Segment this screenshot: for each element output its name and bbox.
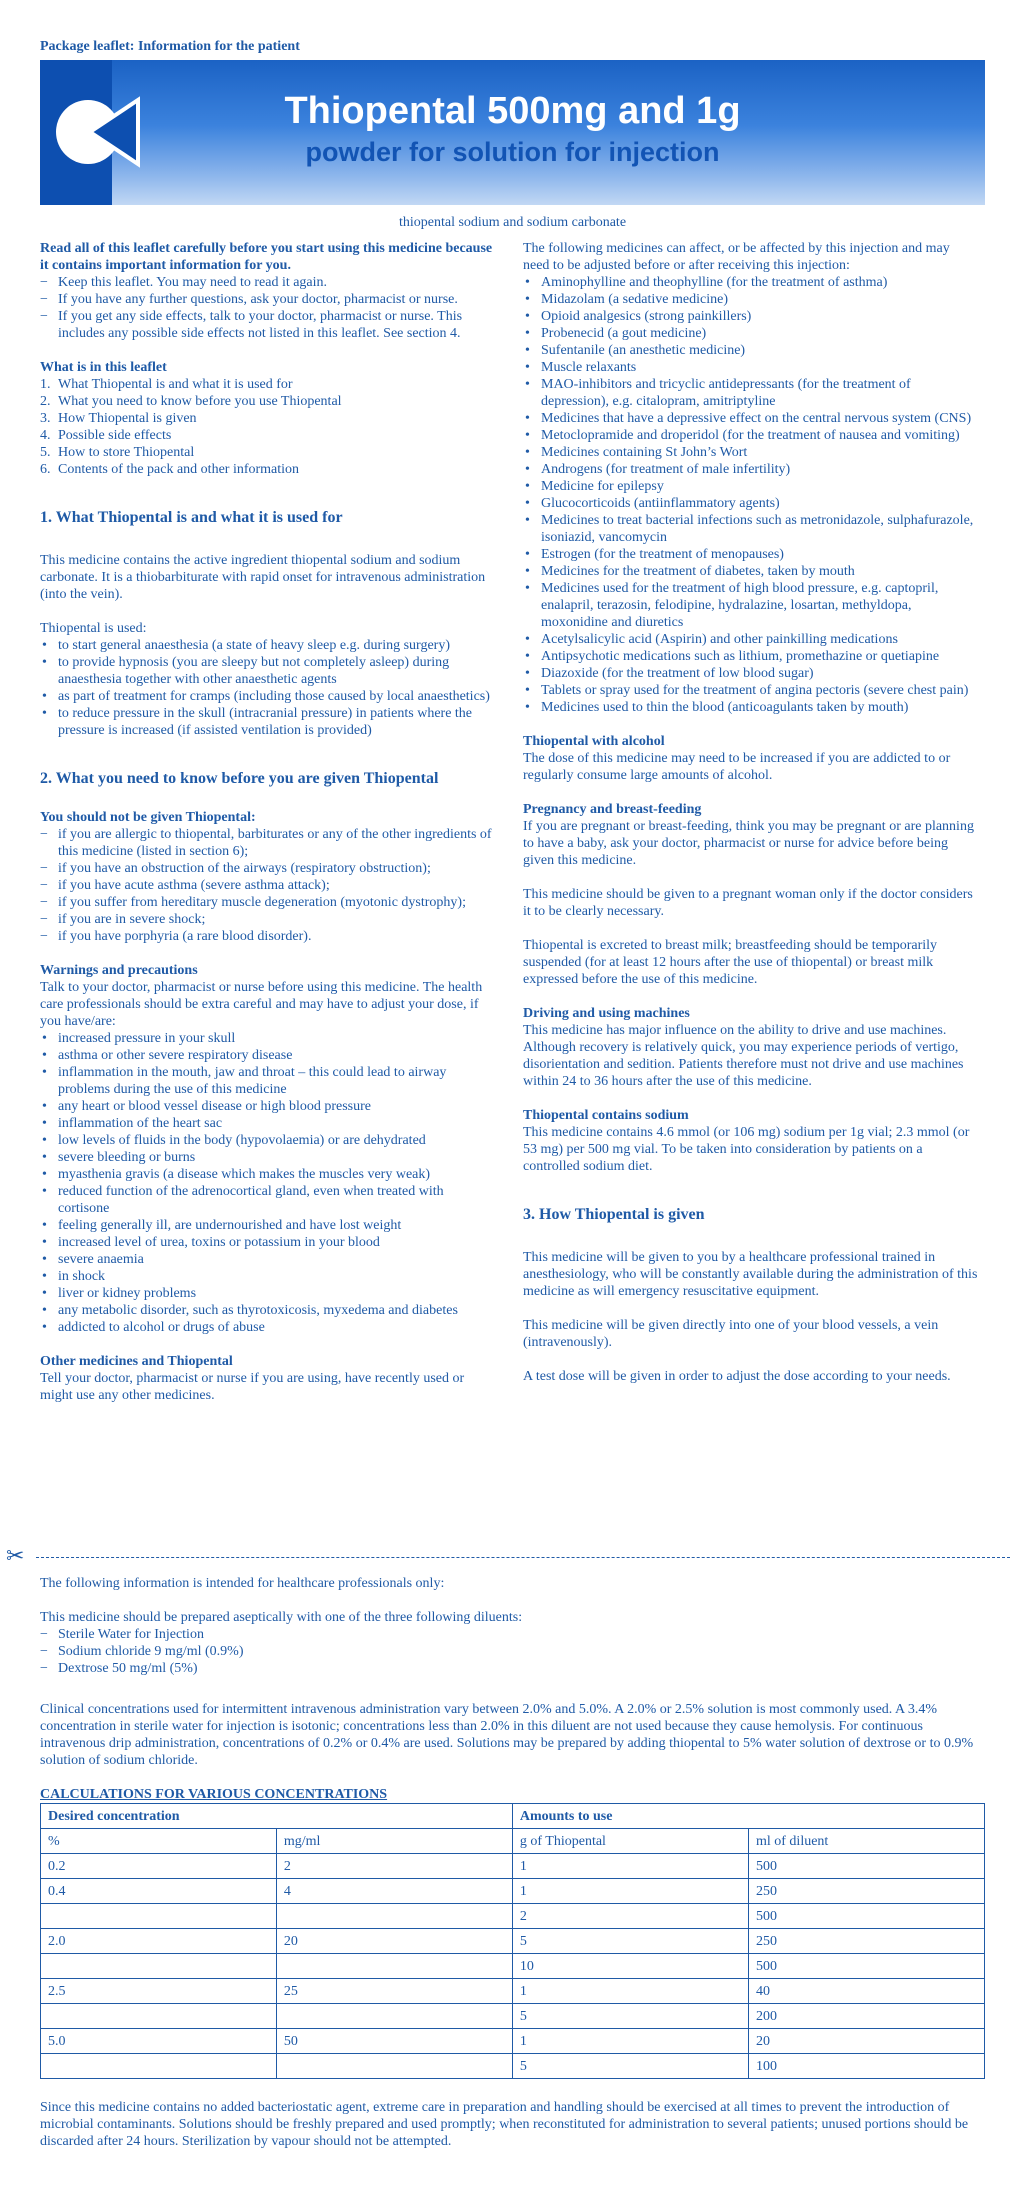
table-header-cell: Amounts to use [512, 1804, 984, 1829]
pregnancy-paragraph: This medicine should be given to a pregnant woman only if the doctor considers it to be clearly necessary. [523, 887, 973, 919]
cut-line [6, 1543, 1010, 1568]
list-item: − if you suffer from hereditary muscle degeneration (myotonic dystrophy); [40, 894, 495, 911]
contents-heading: What is in this leaflet [40, 360, 167, 375]
table-cell: 25 [276, 1979, 512, 2004]
sodium-text: This medicine contains 4.6 mmol (or 106 mg) sodium per 1g vial; 2.3 mmol (or 53 mg) per 500 mg vial. To be taken into consideration by patients on a controlled sodium diet. [523, 1125, 970, 1174]
table-cell: 4 [276, 1879, 512, 1904]
list-item: • Medicines used to thin the blood (anticoagulants taken by mouth) [523, 699, 978, 716]
list-item: • Medicine for epilepsy [523, 478, 978, 495]
table-cell: 5 [512, 1929, 748, 1954]
list-item: • increased pressure in your skull [40, 1030, 495, 1047]
list-item: • Medicines to treat bacterial infections such as metronidazole, sulphafurazole, isoniazid, vancomycin [523, 512, 978, 546]
list-item: 3. How Thiopental is given [40, 411, 197, 426]
driving-text: This medicine has major influence on the ability to drive and use machines. Although recovery is relatively quick, you may experience periods of vertigo, disorientation and sedition. Patients therefore must not drive and use machines within 24 to 36 hours after the use of this medicine. [523, 1023, 964, 1089]
table-cell: 500 [748, 1854, 984, 1879]
table-header-cell: Desired concentration [41, 1804, 513, 1829]
list-item: − If you get any side effects, talk to your doctor, pharmacist or nurse. This includes any possible side effects not listed in this leaflet. See section 4. [40, 308, 495, 342]
table-cell: 40 [748, 1979, 984, 2004]
pregnancy-paragraph: If you are pregnant or breast-feeding, think you may be pregnant or are planning to have a baby, ask your doctor, pharmacist or nurse for advice before being given this medicine. [523, 819, 974, 868]
list-item: • severe bleeding or burns [40, 1149, 495, 1166]
table-row [41, 1854, 985, 1879]
table-cell: 20 [276, 1929, 512, 1954]
list-item: • liver or kidney problems [40, 1285, 495, 1302]
list-item: • to provide hypnosis (you are sleepy but not completely asleep) during anaesthesia together with other anaesthetic agents [40, 654, 495, 688]
table-column-header: ml of diluent [748, 1829, 984, 1854]
list-item: • increased level of urea, toxins or potassium in your blood [40, 1234, 495, 1251]
section2-heading: 2. What you need to know before you are given Thiopental [40, 770, 439, 787]
table-column-row [41, 1829, 985, 1854]
table-cell: 5.0 [41, 2029, 277, 2054]
list-item: 4. Possible side effects [40, 428, 172, 443]
list-item: • Androgens (for treatment of male infertility) [523, 461, 978, 478]
list-item: • to start general anaesthesia (a state of heavy sleep e.g. during surgery) [40, 637, 495, 654]
pregnancy-heading: Pregnancy and breast-feeding [523, 802, 702, 817]
intro-heading: Read all of this leaflet carefully before you start using this medicine because it contains important information for you. [40, 241, 493, 273]
concentration-table [40, 1803, 985, 2079]
list-item: • low levels of fluids in the body (hypovolaemia) or are dehydrated [40, 1132, 495, 1149]
table-cell [276, 1904, 512, 1929]
list-item: • Opioid analgesics (strong painkillers) [523, 308, 978, 325]
table-cell: 1 [512, 1854, 748, 1879]
list-item: • Medicines used for the treatment of high blood pressure, e.g. captopril, enalapril, terazosin, felodipine, hydralazine, losartan, methyldopa, moxonidine and diuretics [523, 580, 978, 631]
list-item: • in shock [40, 1268, 495, 1285]
pregnancy-paragraph: Thiopental is excreted to breast milk; breastfeeding should be temporarily suspended (for at least 12 hours after the use of thiopental) or breast milk expressed before the use of this medicine. [523, 938, 938, 987]
table-cell: 0.4 [41, 1879, 277, 1904]
hcp-intro: The following information is intended for healthcare professionals only: [40, 1576, 445, 1591]
section3-paragraph: This medicine will be given to you by a healthcare professional trained in anesthesiology, who will be constantly available during the administration of this medicine as will emergency resuscitative equipment. [523, 1250, 978, 1299]
table-cell: 200 [748, 2004, 984, 2029]
table-cell: 0.2 [41, 1854, 277, 1879]
table-row [41, 1929, 985, 1954]
list-item: − if you have porphyria (a rare blood disorder). [40, 928, 495, 945]
left-column [40, 240, 495, 1404]
uses-label: Thiopental is used: [40, 621, 147, 636]
list-item: • Acetylsalicylic acid (Aspirin) and other painkilling medications [523, 631, 978, 648]
scissors-icon: ✂ [6, 1543, 25, 1568]
table-cell: 1 [512, 2029, 748, 2054]
table-row [41, 1904, 985, 1929]
hcp-footer: Since this medicine contains no added bacteriostatic agent, extreme care in preparation and handling should be exercised at all times to prevent the introduction of microbial contaminants. Solutions should be freshly prepared and used promptly; when reconstituted for administration to several patients; unused portions should be discarded after 24 hours. Sterilization by vapour should not be attempted. [40, 2100, 969, 2149]
not-given-list [40, 826, 495, 945]
warnings-intro: Talk to your doctor, pharmacist or nurse before using this medicine. The health care professionals should be extra careful and may have to adjust your dose, if you have/are: [40, 980, 483, 1029]
table-cell: 10 [512, 1954, 748, 1979]
table-cell [41, 2004, 277, 2029]
table-cell: 1 [512, 1979, 748, 2004]
section3-paragraph: This medicine will be given directly into one of your blood vessels, a vein (intravenously). [523, 1318, 939, 1350]
table-cell: 250 [748, 1879, 984, 1904]
list-item: − Sodium chloride 9 mg/ml (0.9%) [40, 1643, 985, 1660]
section3-paragraph: A test dose will be given in order to adjust the dose according to your needs. [523, 1369, 951, 1384]
list-item: • Tablets or spray used for the treatment of angina pectoris (severe chest pain) [523, 682, 978, 699]
table-cell: 500 [748, 1954, 984, 1979]
table-cell: 2 [276, 1854, 512, 1879]
table-cell [276, 2004, 512, 2029]
list-item: − Dextrose 50 mg/ml (5%) [40, 1660, 985, 1677]
dashed-divider [36, 1557, 1010, 1558]
table-cell [41, 2054, 277, 2079]
list-item: 6. Contents of the pack and other information [40, 462, 300, 477]
list-item: • reduced function of the adrenocortical gland, even when treated with cortisone [40, 1183, 495, 1217]
table-cell: 50 [276, 2029, 512, 2054]
hcp-clinical: Clinical concentrations used for intermittent intravenous administration vary between 2.0% and 5.0%. A 2.0% or 2.5% solution is most commonly used. A 3.4% concentration in sterile water for injection is isotonic; concentrations less than 2.0% in this diluent are not used because they cause hemolysis. For continuous intravenous drip administration, concentrations of 0.2% or 0.4% are used. Solutions may be prepared by adding thiopental to 5% water solution of dextrose or to 0.9% solution of sodium chloride. [40, 1702, 974, 1768]
list-item: − If you have any further questions, ask your doctor, pharmacist or nurse. [40, 291, 495, 308]
table-cell [276, 1954, 512, 1979]
section1-paragraph: This medicine contains the active ingredient thiopental sodium and sodium carbonate. It is a thiobarbiturate with rapid onset for intravenous administration (into the vein). [40, 553, 486, 602]
table-cell: 500 [748, 1904, 984, 1929]
table-cell [41, 1904, 277, 1929]
list-item: • Diazoxide (for the treatment of low blood sugar) [523, 665, 978, 682]
sodium-heading: Thiopental contains sodium [523, 1108, 689, 1123]
table-row [41, 1979, 985, 2004]
list-item: • to reduce pressure in the skull (intracranial pressure) in patients where the pressure is increased (if assisted ventilation is provided) [40, 705, 495, 739]
list-item: • Antipsychotic medications such as lithium, promethazine or quetiapine [523, 648, 978, 665]
list-item: • addicted to alcohol or drugs of abuse [40, 1319, 495, 1336]
table-column-header: g of Thiopental [512, 1829, 748, 1854]
table-cell: 2.5 [41, 1979, 277, 2004]
table-cell: 1 [512, 1879, 748, 1904]
table-cell: 5 [512, 2004, 748, 2029]
list-item: • Aminophylline and theophylline (for the treatment of asthma) [523, 274, 978, 291]
list-item: • Medicines containing St John’s Wort [523, 444, 978, 461]
table-column-header: % [41, 1829, 277, 1854]
list-item: • Sufentanile (an anesthetic medicine) [523, 342, 978, 359]
list-item: • Medicines for the treatment of diabetes, taken by mouth [523, 563, 978, 580]
list-item: • Medicines that have a depressive effect on the central nervous system (CNS) [523, 410, 978, 427]
interactions-list [523, 274, 978, 716]
list-item: • severe anaemia [40, 1251, 495, 1268]
list-item: • myasthenia gravis (a disease which makes the muscles very weak) [40, 1166, 495, 1183]
right-column [523, 240, 978, 1385]
table-cell: 100 [748, 2054, 984, 2079]
table-cell: 250 [748, 1929, 984, 1954]
list-item: • inflammation in the mouth, jaw and throat – this could lead to airway problems during the use of this medicine [40, 1064, 495, 1098]
product-subtitle: powder for solution for injection [305, 137, 720, 167]
calc-heading: CALCULATIONS FOR VARIOUS CONCENTRATIONS [40, 1787, 388, 1802]
warnings-heading: Warnings and precautions [40, 963, 198, 978]
warnings-list [40, 1030, 495, 1336]
table-cell [276, 2054, 512, 2079]
uses-list [40, 637, 495, 739]
table-row [41, 2054, 985, 2079]
table-cell: 2.0 [41, 1929, 277, 1954]
alcohol-text: The dose of this medicine may need to be increased if you are addicted to or regularly consume large amounts of alcohol. [523, 751, 951, 783]
hcp-prep: This medicine should be prepared aseptically with one of the three following diluents: [40, 1610, 523, 1625]
active-ingredients: thiopental sodium and sodium carbonate [398, 215, 627, 230]
list-item: • Metoclopramide and droperidol (for the treatment of nausea and vomiting) [523, 427, 978, 444]
alcohol-heading: Thiopental with alcohol [523, 734, 665, 749]
diluent-list [40, 1626, 985, 1677]
list-item: • Muscle relaxants [523, 359, 978, 376]
list-item: • Probenecid (a gout medicine) [523, 325, 978, 342]
section3-heading: 3. How Thiopental is given [523, 1206, 705, 1223]
table-cell: 2 [512, 1904, 748, 1929]
interactions-intro: The following medicines can affect, or be affected by this injection and may need to be adjusted before or after receiving this injection: [523, 241, 950, 273]
list-item: − if you are allergic to thiopental, barbiturates or any of the other ingredients of this medicine (listed in section 6); [40, 826, 495, 860]
hcp-section [40, 1575, 985, 2150]
list-item: 2. What you need to know before you use Thiopental [40, 394, 342, 409]
list-item: • Midazolam (a sedative medicine) [523, 291, 978, 308]
section1-heading: 1. What Thiopental is and what it is used for [40, 509, 343, 526]
list-item: • Estrogen (for the treatment of menopauses) [523, 546, 978, 563]
list-item: • any heart or blood vessel disease or high blood pressure [40, 1098, 495, 1115]
table-row [41, 1954, 985, 1979]
table-row [41, 2029, 985, 2054]
table-header-row [41, 1804, 985, 1829]
table-cell: 20 [748, 2029, 984, 2054]
product-title: Thiopental 500mg and 1g [284, 90, 741, 132]
list-item: 1. What Thiopental is and what it is used for [40, 377, 293, 392]
list-item: − Keep this leaflet. You may need to read it again. [40, 274, 495, 291]
other-medicines-text: Tell your doctor, pharmacist or nurse if you are using, have recently used or might use any other medicines. [40, 1371, 465, 1403]
table-column-header: mg/ml [276, 1829, 512, 1854]
driving-heading: Driving and using machines [523, 1006, 690, 1021]
list-item: • any metabolic disorder, such as thyrotoxicosis, myxedema and diabetes [40, 1302, 495, 1319]
intro-list [40, 274, 495, 342]
leaflet-label: Package leaflet: Information for the patient [40, 39, 300, 54]
list-item: • feeling generally ill, are undernourished and have lost weight [40, 1217, 495, 1234]
table-row [41, 2004, 985, 2029]
table-row [41, 1879, 985, 1904]
other-medicines-heading: Other medicines and Thiopental [40, 1354, 233, 1369]
list-item: − if you are in severe shock; [40, 911, 495, 928]
table-cell: 5 [512, 2054, 748, 2079]
list-item: − Sterile Water for Injection [40, 1626, 985, 1643]
list-item: • Glucocorticoids (antiinflammatory agents) [523, 495, 978, 512]
list-item: − if you have acute asthma (severe asthma attack); [40, 877, 495, 894]
title-banner [40, 60, 985, 205]
list-item: • as part of treatment for cramps (including those caused by local anaesthetics) [40, 688, 495, 705]
list-item: • MAO-inhibitors and tricyclic antidepressants (for the treatment of depression), e.g. citalopram, amitriptyline [523, 376, 978, 410]
list-item: − if you have an obstruction of the airways (respiratory obstruction); [40, 860, 495, 877]
list-item: • inflammation of the heart sac [40, 1115, 495, 1132]
contents-list [40, 376, 495, 478]
not-given-heading: You should not be given Thiopental: [40, 810, 256, 825]
table-cell [41, 1954, 277, 1979]
list-item: 5. How to store Thiopental [40, 445, 195, 460]
list-item: • asthma or other severe respiratory disease [40, 1047, 495, 1064]
